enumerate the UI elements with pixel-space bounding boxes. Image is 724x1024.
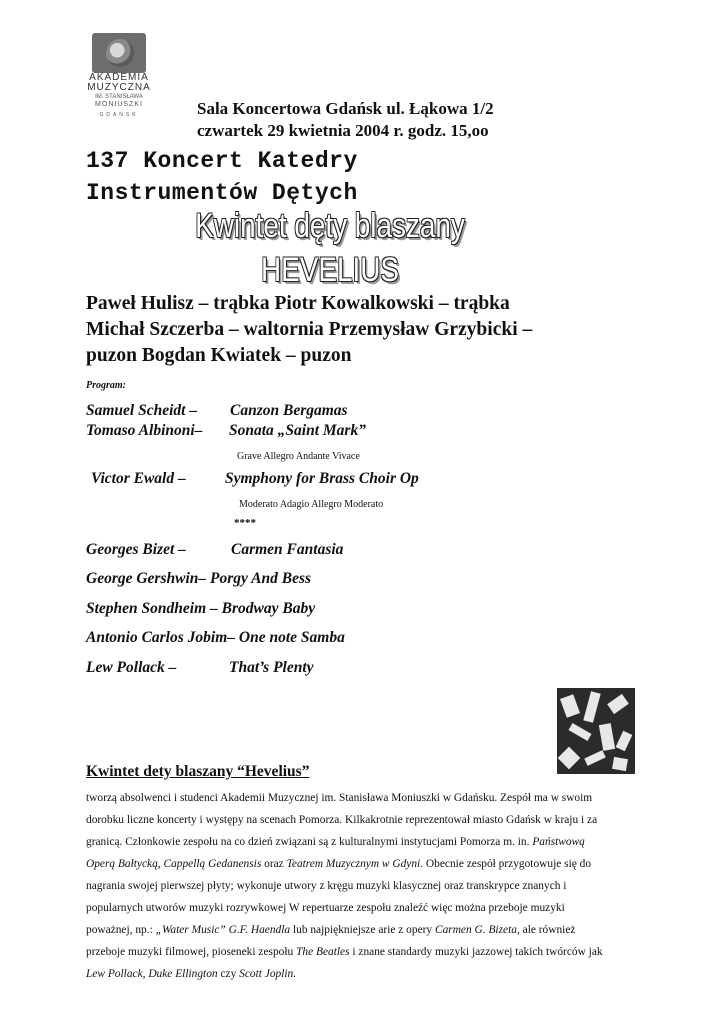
text-run-italic: Operą Bałtycką, Cappellą Gedanensis xyxy=(86,858,262,870)
program-gershwin: George Gershwin– Porgy And Bess xyxy=(86,570,312,587)
logo-subtext xyxy=(84,94,154,108)
text-run-italic: Scott Joplin. xyxy=(239,968,297,980)
venue-address: Sala Koncertowa Gdańsk ul. Łąkowa 1/2 xyxy=(197,99,494,118)
text-run-italic: Carmen G. Bizeta xyxy=(434,924,517,936)
text-run-italic: The Beatles xyxy=(296,946,350,958)
composer-pollack: Lew Pollack – xyxy=(86,659,177,676)
text-run-italic: „Water Music” G.F. Haendla xyxy=(155,924,291,936)
logo-text xyxy=(84,73,154,93)
description-line xyxy=(86,941,642,963)
ensemble-title: Kwintet dęty blaszany xyxy=(195,207,465,245)
description-line: popularnych utworów muzyki rozrywkowej W repertuarze zespołu znaleźć więc można przeboje muzyki xyxy=(86,902,565,914)
work-bizet: Carmen Fantasia xyxy=(231,541,344,558)
ensemble-name: HEVELIUS xyxy=(261,251,399,289)
description-line xyxy=(86,831,642,853)
movements-ewald: Moderato Adagio Allegro Moderato xyxy=(239,499,384,510)
description-line: nagrania swojej pierwszej płyty; wykonuje utwory z kręgu muzyki klasycznej oraz transkrypce znanych i xyxy=(86,880,567,892)
academy-logo xyxy=(84,33,154,123)
description-line xyxy=(86,919,642,941)
academy-emblem-icon xyxy=(92,33,146,73)
work-pollack: That’s Plenty xyxy=(229,659,314,676)
text-run: poważnej, np.: xyxy=(86,924,153,936)
logo-line-4: MONIUSZKI xyxy=(95,101,143,108)
text-run-italic: Lew Pollack, Duke Ellington xyxy=(86,968,218,980)
performers-line-2: Michał Szczerba – waltornia Przemysław Grzybicki – xyxy=(86,319,533,340)
concert-title-line-1: 137 Koncert Katedry xyxy=(86,148,358,174)
composer-bizet: Georges Bizet – xyxy=(86,541,186,558)
logo-line-5: GDAŃSK xyxy=(99,112,139,118)
text-run: czy xyxy=(220,968,237,980)
logo-line-3: IM. STANISŁAWA xyxy=(95,94,143,100)
text-run-italic: Teatrem Muzycznym w Gdyni. xyxy=(286,858,424,870)
program-label: Program: xyxy=(86,380,126,391)
text-run: i znane standardy muzyki jazzowej takich twórców jak xyxy=(352,946,603,958)
program-jobim: Antonio Carlos Jobim– One note Samba xyxy=(86,629,345,646)
text-run: granicą. Członkowie zespołu na co dzień związani są z kulturalnymi instytucjami Pomorza m. in. xyxy=(86,836,530,848)
brass-instruments-artwork xyxy=(557,688,635,774)
text-run-italic: Państwową xyxy=(532,836,585,848)
description-line: dorobku liczne koncerty i występy na scenach Pomorza. Kilkakrotnie reprezentował miasto Gdańsk w kraju i za xyxy=(86,814,598,826)
program-separator: **** xyxy=(234,517,256,529)
text-run: oraz xyxy=(264,858,284,870)
text-run: , ale również xyxy=(516,924,576,936)
performers-line-3: puzon Bogdan Kwiatek – puzon xyxy=(86,345,352,366)
description-line: tworzą absolwenci i studenci Akademii Muzycznej im. Stanisława Moniuszki w Gdańsku. Zespół ma w swoim xyxy=(86,792,593,804)
logo-line-2: MUZYCZNA xyxy=(87,82,151,93)
composer-scheidt: Samuel Scheidt – xyxy=(86,402,198,419)
composer-ewald: Victor Ewald – xyxy=(91,470,186,487)
text-run: lub najpiękniejsze arie z opery xyxy=(292,924,433,936)
text-run: Obecnie zespół przygotowuje się do xyxy=(425,858,592,870)
text-run: przeboje muzyki filmowej, pioseneki zespołu xyxy=(86,946,294,958)
logo-line-1: AKADEMIA xyxy=(89,72,149,83)
description-line xyxy=(86,853,642,875)
work-scheidt: Canzon Bergamas xyxy=(230,402,348,419)
concert-title-line-2: Instrumentów Dętych xyxy=(86,180,358,206)
description-line xyxy=(86,963,642,985)
work-albinoni: Sonata „Saint Mark” xyxy=(229,422,366,439)
composer-albinoni: Tomaso Albinoni– xyxy=(86,422,203,439)
section-heading: Kwintet dety blaszany “Hevelius” xyxy=(86,763,310,780)
program-sondheim: Stephen Sondheim – Brodway Baby xyxy=(86,600,316,617)
ensemble-description xyxy=(86,787,642,985)
performers-line-1: Paweł Hulisz – trąbka Piotr Kowalkowski – trąbka xyxy=(86,293,510,314)
work-ewald: Symphony for Brass Choir Op xyxy=(225,470,419,487)
event-date: czwartek 29 kwietnia 2004 r. godz. 15,oo xyxy=(197,121,489,140)
movements-albinoni: Grave Allegro Andante Vivace xyxy=(237,451,360,462)
